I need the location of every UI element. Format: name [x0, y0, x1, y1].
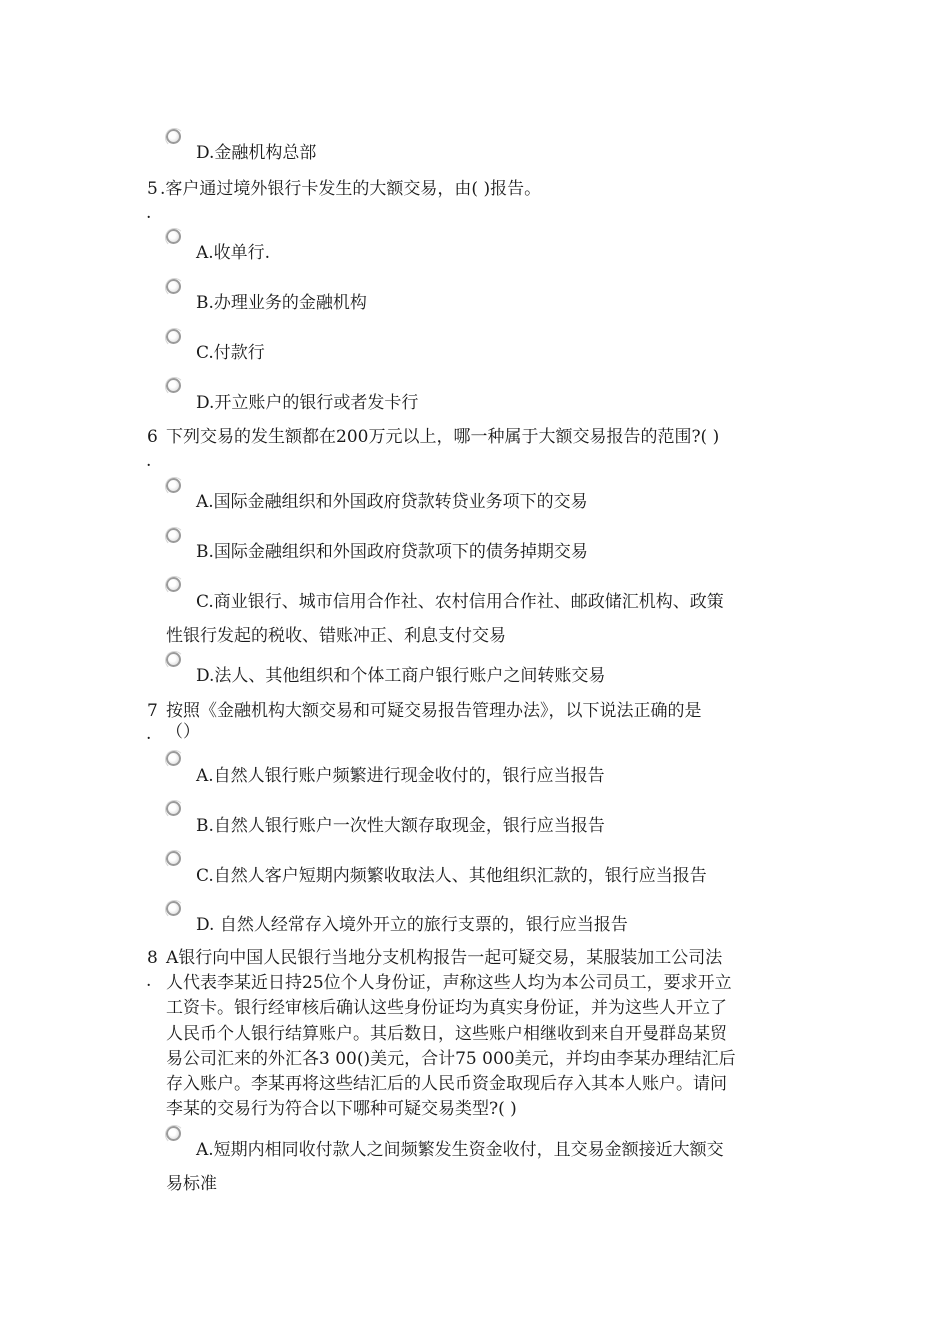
option-q6-b: B.国际金融组织和外国政府贷款项下的债务掉期交易	[196, 542, 588, 562]
radio-q6-b[interactable]	[166, 528, 181, 543]
option-q4-d: D.金融机构总部	[196, 143, 317, 163]
question-8-text-line5: 易公司汇来的外汇各3 00()美元，合计75 000美元，并均由李某办理结汇后	[166, 1049, 736, 1069]
question-7-dot: .	[146, 724, 152, 744]
radio-q7-c[interactable]	[166, 851, 181, 866]
question-6-dot: .	[146, 451, 152, 471]
radio-q5-a[interactable]	[166, 229, 181, 244]
question-6-number: 6	[147, 427, 158, 447]
question-5-text: .客户通过境外银行卡发生的大额交易，由( )报告。	[160, 179, 542, 199]
question-7-number: 7	[147, 701, 158, 721]
radio-q7-d[interactable]	[166, 901, 181, 916]
option-q8-a: A.短期内相同收付款人之间频繁发生资金收付，且交易金额接近大额交	[196, 1140, 724, 1160]
radio-q6-d[interactable]	[166, 652, 181, 667]
radio-q5-d[interactable]	[166, 378, 181, 393]
question-8-number: 8	[147, 948, 158, 968]
option-q5-a: A.收单行.	[196, 243, 271, 263]
question-8-text-line2: 人代表李某近日持25位个人身份证，声称这些人均为本公司员工，要求开立	[166, 973, 732, 993]
option-q7-b: B.自然人银行账户一次性大额存取现金，银行应当报告	[196, 816, 605, 836]
option-q5-d: D.开立账户的银行或者发卡行	[196, 393, 419, 413]
option-q5-b: B.办理业务的金融机构	[196, 293, 367, 313]
question-8-text-line3: 工资卡。银行经审核后确认这些身份证均为真实身份证，并为这些人开立了	[166, 998, 727, 1018]
radio-q4-d[interactable]	[166, 129, 181, 144]
radio-q6-a[interactable]	[166, 478, 181, 493]
question-7-text: 按照《金融机构大额交易和可疑交易报告管理办法》，以下说法正确的是	[166, 701, 702, 721]
option-q7-c: C.自然人客户短期内频繁收取法人、其他组织汇款的，银行应当报告	[196, 866, 707, 886]
radio-q6-c[interactable]	[166, 577, 181, 592]
question-6-text: 下列交易的发生额都在200万元以上，哪一种属于大额交易报告的范围?( )	[166, 427, 720, 447]
radio-q8-a[interactable]	[166, 1126, 181, 1141]
option-q7-d: D. 自然人经常存入境外开立的旅行支票的，银行应当报告	[196, 915, 628, 935]
question-5-dot: .	[146, 203, 152, 223]
question-8-text-line6: 存入账户。李某再将这些结汇后的人民币资金取现后存入其本人账户。请问	[166, 1074, 727, 1094]
option-q6-c: C.商业银行、城市信用合作社、农村信用合作社、邮政储汇机构、政策	[196, 592, 724, 612]
question-8-text-line7: 李某的交易行为符合以下哪种可疑交易类型?( )	[166, 1099, 517, 1119]
question-7-text-line2: （）	[166, 722, 200, 742]
radio-q7-a[interactable]	[166, 751, 181, 766]
radio-q7-b[interactable]	[166, 801, 181, 816]
radio-q5-c[interactable]	[166, 329, 181, 344]
option-q7-a: A.自然人银行账户频繁进行现金收付的，银行应当报告	[196, 766, 605, 786]
question-8-text-line1: A银行向中国人民银行当地分支机构报告一起可疑交易，某服装加工公司法	[166, 948, 723, 968]
radio-q5-b[interactable]	[166, 279, 181, 294]
question-8-dot: .	[146, 971, 152, 991]
option-q6-c-continued: 性银行发起的税收、错账冲正、利息支付交易	[166, 626, 506, 646]
question-8-text-line4: 人民币个人银行结算账户。其后数日，这些账户相继收到来自开曼群岛某贸	[166, 1024, 727, 1044]
option-q6-d: D.法人、其他组织和个体工商户银行账户之间转账交易	[196, 666, 606, 686]
question-5-number: 5	[147, 179, 158, 199]
option-q5-c: C.付款行	[196, 343, 265, 363]
option-q6-a: A.国际金融组织和外国政府贷款转贷业务项下的交易	[196, 492, 588, 512]
option-q8-a-continued: 易标准	[166, 1174, 217, 1194]
